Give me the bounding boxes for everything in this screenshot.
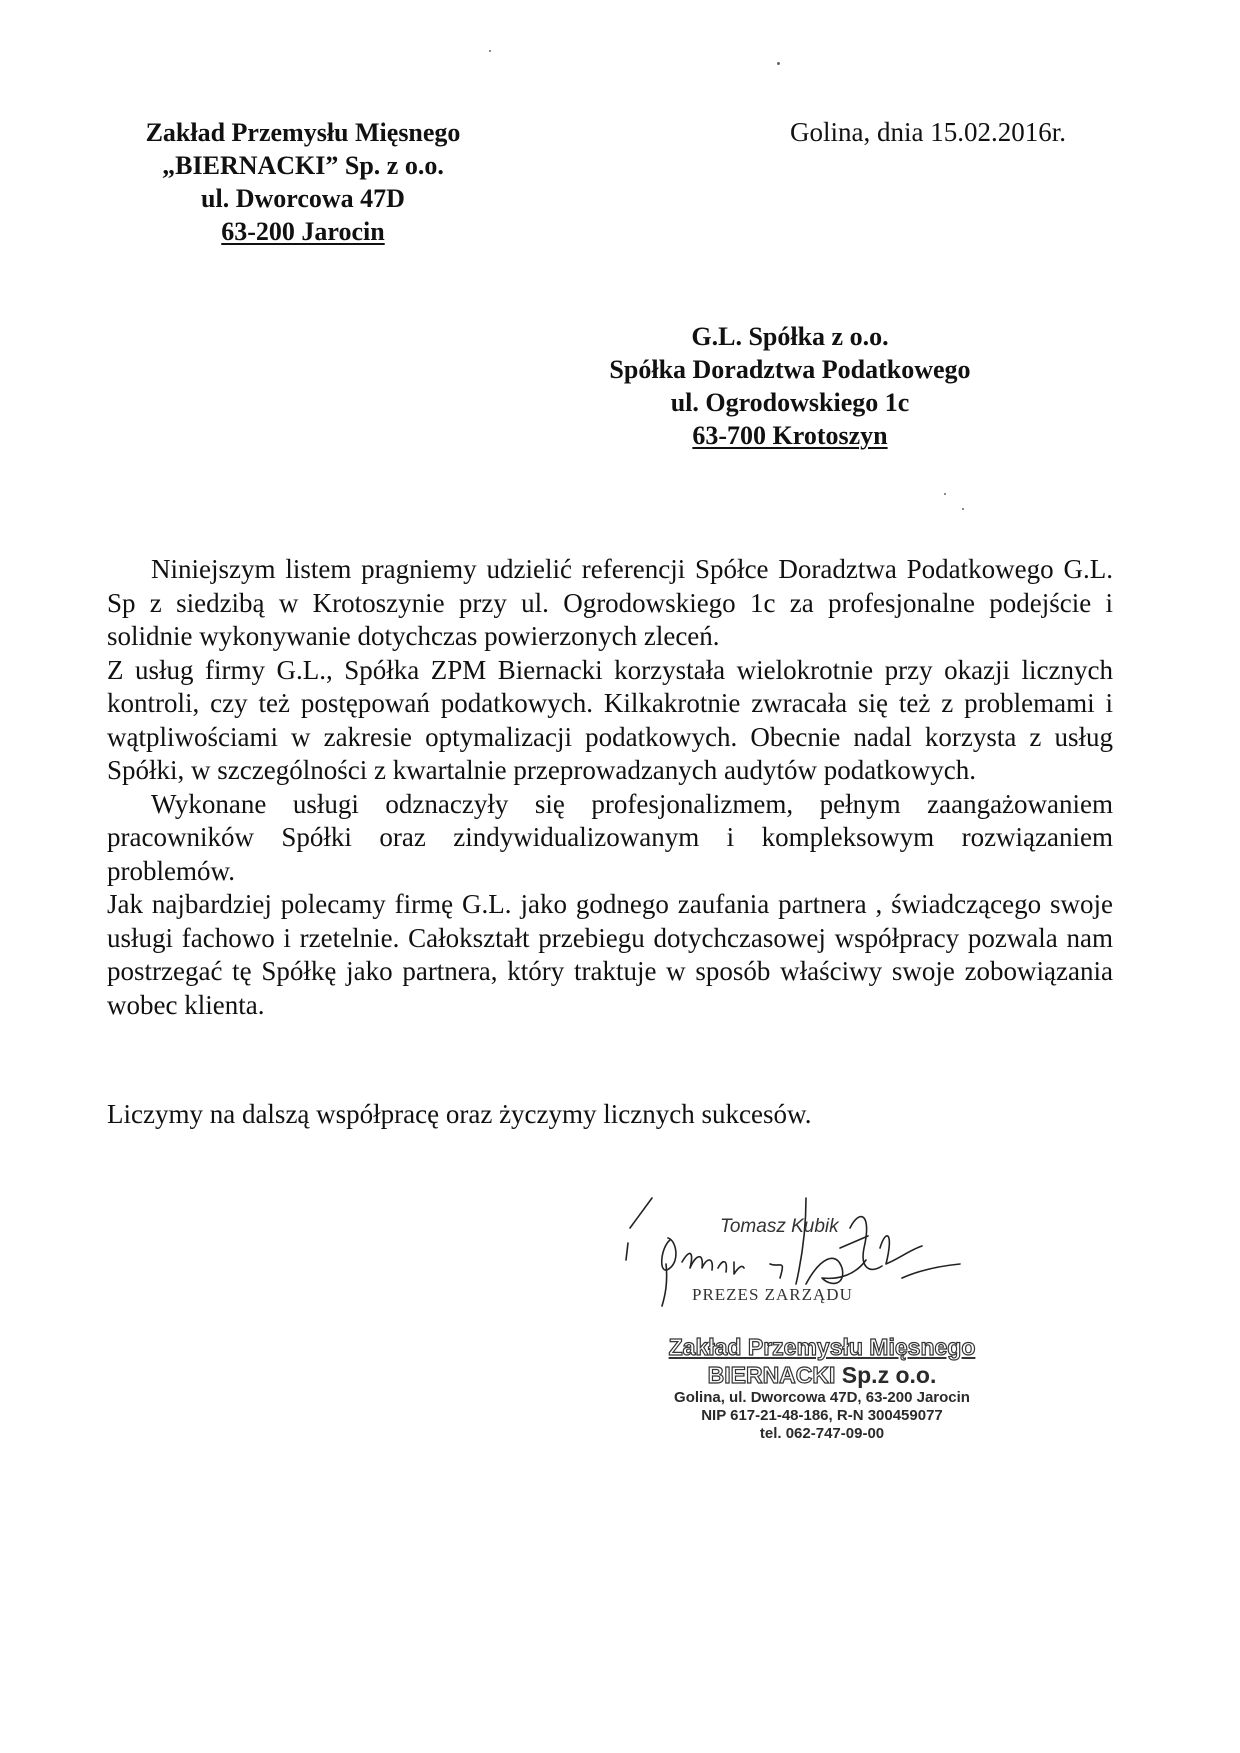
- recipient-address: [560, 320, 1020, 452]
- stamp-company-name: Zakład Przemysłu Mięsnego: [668, 1334, 976, 1360]
- sender-street: ul. Dworcowa 47D: [201, 184, 405, 213]
- recipient-company-type: Spółka Doradztwa Podatkowego: [609, 355, 971, 384]
- recipient-city: 63-700 Krotoszyn: [692, 421, 888, 450]
- signature-name: Tomasz Kubik: [720, 1216, 839, 1237]
- recipient-company-name: G.L. Spółka z o.o.: [691, 322, 889, 351]
- scan-speck: [489, 50, 491, 52]
- stamp-company-form: [612, 1362, 1032, 1389]
- sender-company-name: Zakład Przemysłu Mięsnego: [145, 118, 461, 147]
- sender-city: 63-200 Jarocin: [221, 217, 385, 246]
- signature-block: [610, 1188, 990, 1318]
- company-stamp: [612, 1333, 1032, 1443]
- letter-date: Golina, dnia 15.02.2016r.: [790, 117, 1066, 147]
- stamp-legal-form: Sp.z o.o.: [835, 1362, 937, 1388]
- body-paragraph-4: Jak najbardziej polecamy firmę G.L. jako godnego zaufania partnera , świadczącego swoje usługi fachowo i rzetelnie. Całokształt przebiegu dotychczasowej współpracy pozwala nam postrzegać tę Spółkę jako partnera, który traktuje w sposób właściwy swoje zobowiązania wobec klienta.: [107, 889, 1113, 1020]
- scan-speck: [944, 493, 946, 495]
- body-paragraph-2: Z usług firmy G.L., Spółka ZPM Biernacki korzystała wielokrotnie przy okazji licznych kontroli, czy też postępowań podatkowych. Kilkakrotnie zwracała się też z problemami i wątpliwościami w zakresie optymalizacji podatkowych. Obecnie nadal korzysta z usług Spółki, w szczególności z kwartalnie przeprowadzanych audytów podatkowych.: [107, 654, 1113, 785]
- body-paragraph-1: Niniejszym listem pragniemy udzielić referencji Spółce Doradztwa Podatkowego G.L. Sp z siedzibą w Krotoszynie przy ul. Ogrodowskiego 1c za profesjonalne podejście i solidnie wykonywanie dotychczas powierzonych zleceń.: [107, 554, 1113, 651]
- stamp-phone: tel. 062-747-09-00: [759, 1425, 885, 1442]
- sender-company-form: „BIERNACKI” Sp. z o.o.: [162, 151, 444, 180]
- letter-body: [107, 553, 1113, 1022]
- signature-role: PREZES ZARZĄDU: [692, 1285, 853, 1304]
- body-paragraph-3: Wykonane usługi odznaczyły się profesjonalizmem, pełnym zaangażowaniem pracowników Spółki oraz zindywidualizowanym i kompleksowym rozwiązaniem problemów.: [107, 788, 1113, 886]
- stamp-brand: BIERNACKI: [707, 1362, 836, 1388]
- letter-closing: Liczymy na dalszą współpracę oraz życzymy licznych sukcesów.: [107, 1099, 812, 1129]
- scan-speck: [777, 62, 780, 65]
- recipient-street: ul. Ogrodowskiego 1c: [670, 388, 910, 417]
- stamp-tax-id: NIP 617-21-48-186, R-N 300459077: [701, 1407, 943, 1424]
- stamp-address: Golina, ul. Dworcowa 47D, 63-200 Jarocin: [674, 1389, 970, 1406]
- scan-speck: [962, 508, 964, 510]
- sender-address: [113, 116, 493, 248]
